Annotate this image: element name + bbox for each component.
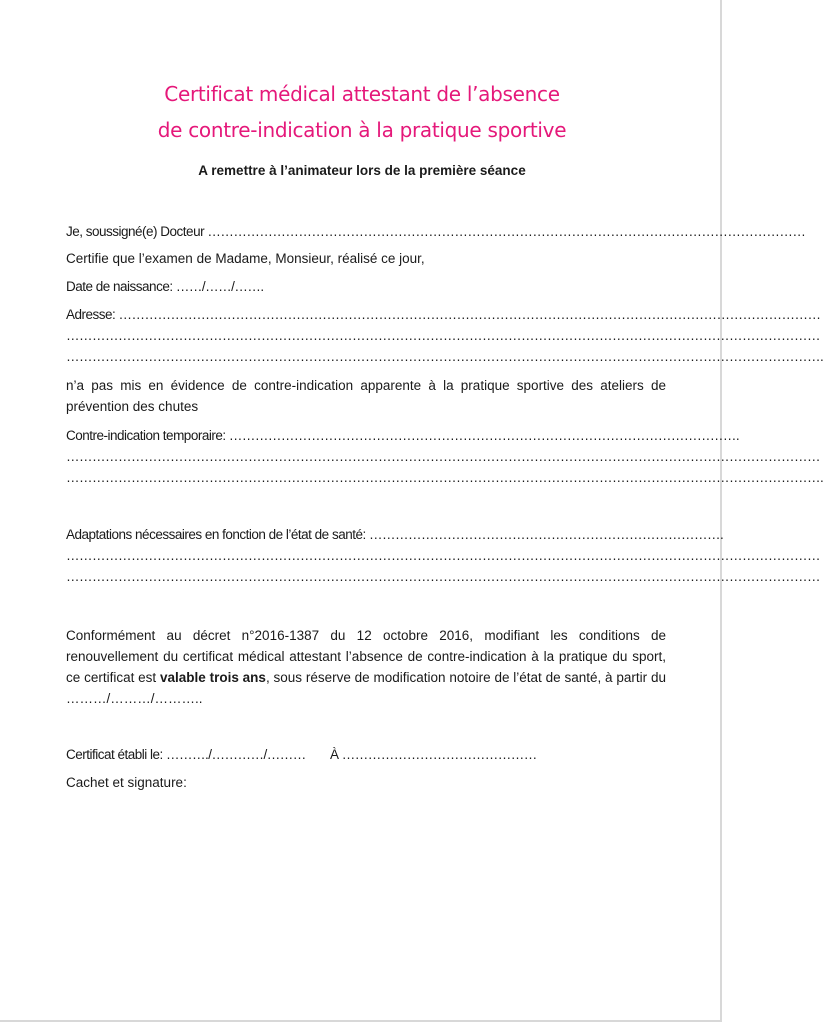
stamp-signature-label: Cachet et signature: [66, 775, 187, 790]
address-continuation-2: …………………………………………………………………………………………………………………………………………………………. [66, 349, 823, 364]
temporary-contraindication-continuation-2: …………………………………………………………………………………………………………………………………………………………. [66, 470, 823, 485]
doctor-name-field: Je, soussigné(e) Docteur ………………………………………………………………………………………………………………………… [66, 224, 806, 239]
document-title-line-1: Certificat médical attestant de l’absence [164, 82, 560, 106]
document-subtitle: A remettre à l’animateur lors de la première séance [198, 163, 526, 178]
document-title-line-2: de contre-indication à la pratique sportive [157, 118, 567, 142]
decree-text-part-1: Conformément au décret n°2016-1387 du 12 octobre 2016, modifiant les conditions de renouvellement du certificat médical attestant l’absence de contre-indication à la pratique du sport, ce certificat est [66, 628, 666, 685]
adaptations-continuation-1: ………………………………………………………………………………………………………………………………………………………… [66, 548, 820, 563]
place-field: À ……………………………………… [330, 747, 537, 762]
established-date-field: Certificat établi le: ………./…………/……… [66, 747, 306, 762]
validity-duration: valable trois ans [160, 670, 266, 685]
decree-text-part-2: , sous réserve de modification notoire de l’état de santé, à partir du ………/………/……….. [66, 670, 666, 706]
temporary-contraindication-field: Contre-indication temporaire: ………………………………………………………………………………………………………. [66, 428, 740, 443]
adaptations-continuation-2: ………………………………………………………………………………………………………………………………………………………… [66, 569, 820, 584]
no-contraindication-statement: n’a pas mis en évidence de contre-indication apparente à la pratique sportive des ateliers de prévention des chutes [66, 378, 666, 414]
address-field: Adresse: ……………………………………………………………………………………………………………………………………………… [66, 307, 821, 322]
address-continuation-1: ………………………………………………………………………………………………………………………………………………………… [66, 328, 820, 343]
birthdate-field: Date de naissance: ……/……/……. [66, 279, 264, 294]
decree-paragraph [66, 625, 666, 709]
temporary-contraindication-continuation-1: ………………………………………………………………………………………………………………………………………………………… [66, 449, 820, 464]
adaptations-field: Adaptations nécessaires en fonction de l’état de santé: ………………………………………………………………………. [66, 527, 724, 542]
exam-statement: Certifie que l’examen de Madame, Monsieur, réalisé ce jour, [66, 251, 425, 266]
